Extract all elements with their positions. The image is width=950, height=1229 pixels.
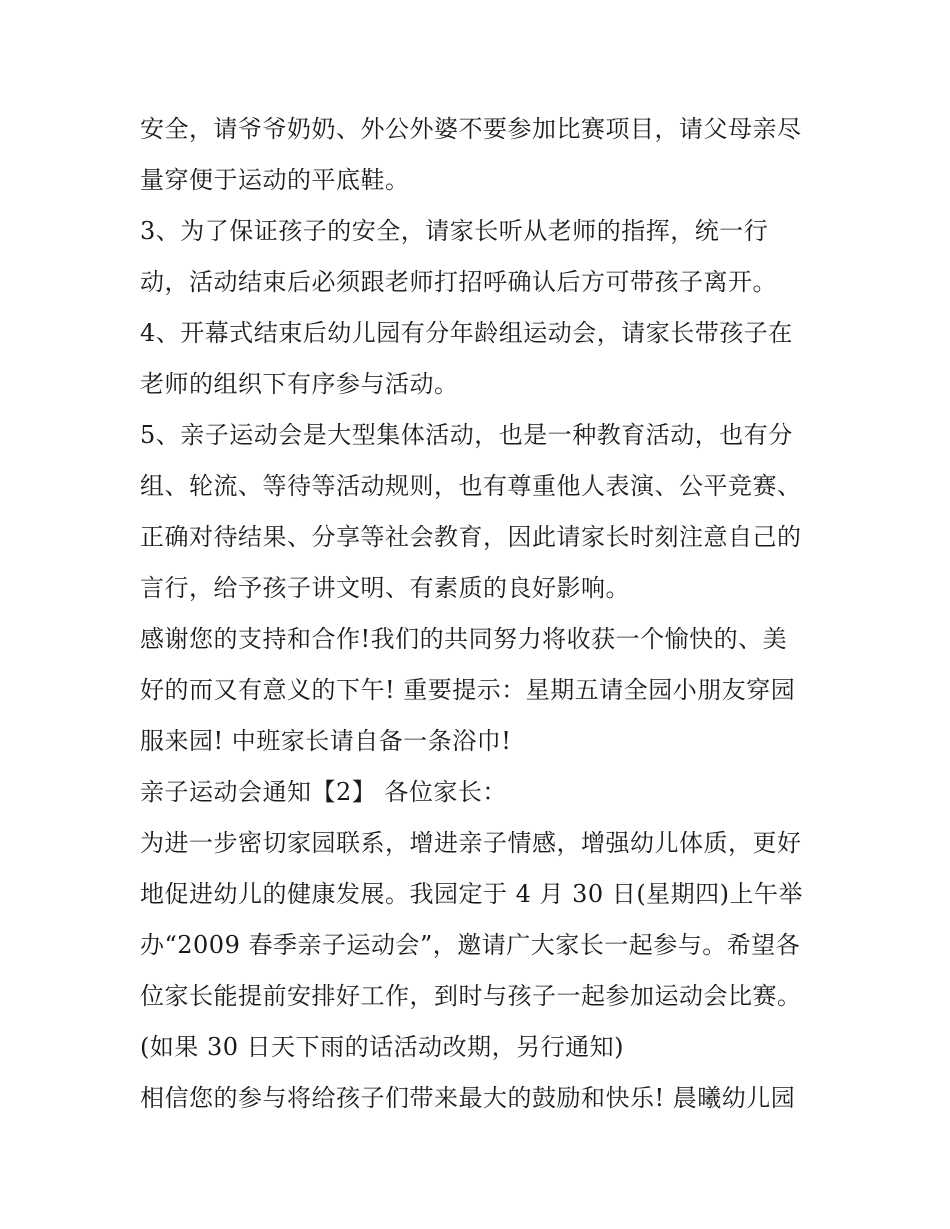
text-line: 5、亲子运动会是大型集体活动，也是一种教育活动，也有分 <box>140 421 793 449</box>
text-line: 服来园! 中班家长请自备一条浴巾! <box>140 727 512 755</box>
text-line: 好的而又有意义的下午! 重要提示：星期五请全园小朋友穿园 <box>140 676 796 704</box>
text-line: 4、开幕式结束后幼儿园有分年龄组运动会，请家长带孩子在 <box>140 319 793 347</box>
text-line: 组、轮流、等待等活动规则，也有尊重他人表演、公平竞赛、 <box>140 472 802 500</box>
text-line: 为进一步密切家园联系，增进亲子情感，增强幼儿体质，更好 <box>140 829 802 857</box>
text-line: 老师的组织下有序参与活动。 <box>140 370 459 398</box>
text-line: 言行，给予孩子讲文明、有素质的良好影响。 <box>140 574 630 602</box>
text-line: 安全，请爷爷奶奶、外公外婆不要参加比赛项目，请父母亲尽 <box>140 115 802 143</box>
text-line: 相信您的参与将给孩子们带来最大的鼓励和快乐! 晨曦幼儿园 <box>140 1084 796 1112</box>
document-body <box>140 104 840 1124</box>
text-line: 地促进幼儿的健康发展。我园定于 4 月 30 日(星期四)上午举 <box>140 880 804 908</box>
text-line: 动，活动结束后必须跟老师打招呼确认后方可带孩子离开。 <box>140 268 777 296</box>
section-heading: 亲子运动会通知【2】 各位家长： <box>140 778 507 806</box>
text-line: 位家长能提前安排好工作，到时与孩子一起参加运动会比赛。 <box>140 982 802 1010</box>
text-line: (如果 30 日天下雨的话活动改期，另行通知) <box>140 1033 625 1061</box>
text-line: 量穿便于运动的平底鞋。 <box>140 166 410 194</box>
text-line: 感谢您的支持和合作!我们的共同努力将收获一个愉快的、美 <box>140 625 788 653</box>
text-line: 办“2009 春季亲子运动会”，邀请广大家长一起参与。希望各 <box>140 931 801 959</box>
text-line: 3、为了保证孩子的安全，请家长听从老师的指挥，统一行 <box>140 217 769 245</box>
text-line: 正确对待结果、分享等社会教育，因此请家长时刻注意自己的 <box>140 523 802 551</box>
